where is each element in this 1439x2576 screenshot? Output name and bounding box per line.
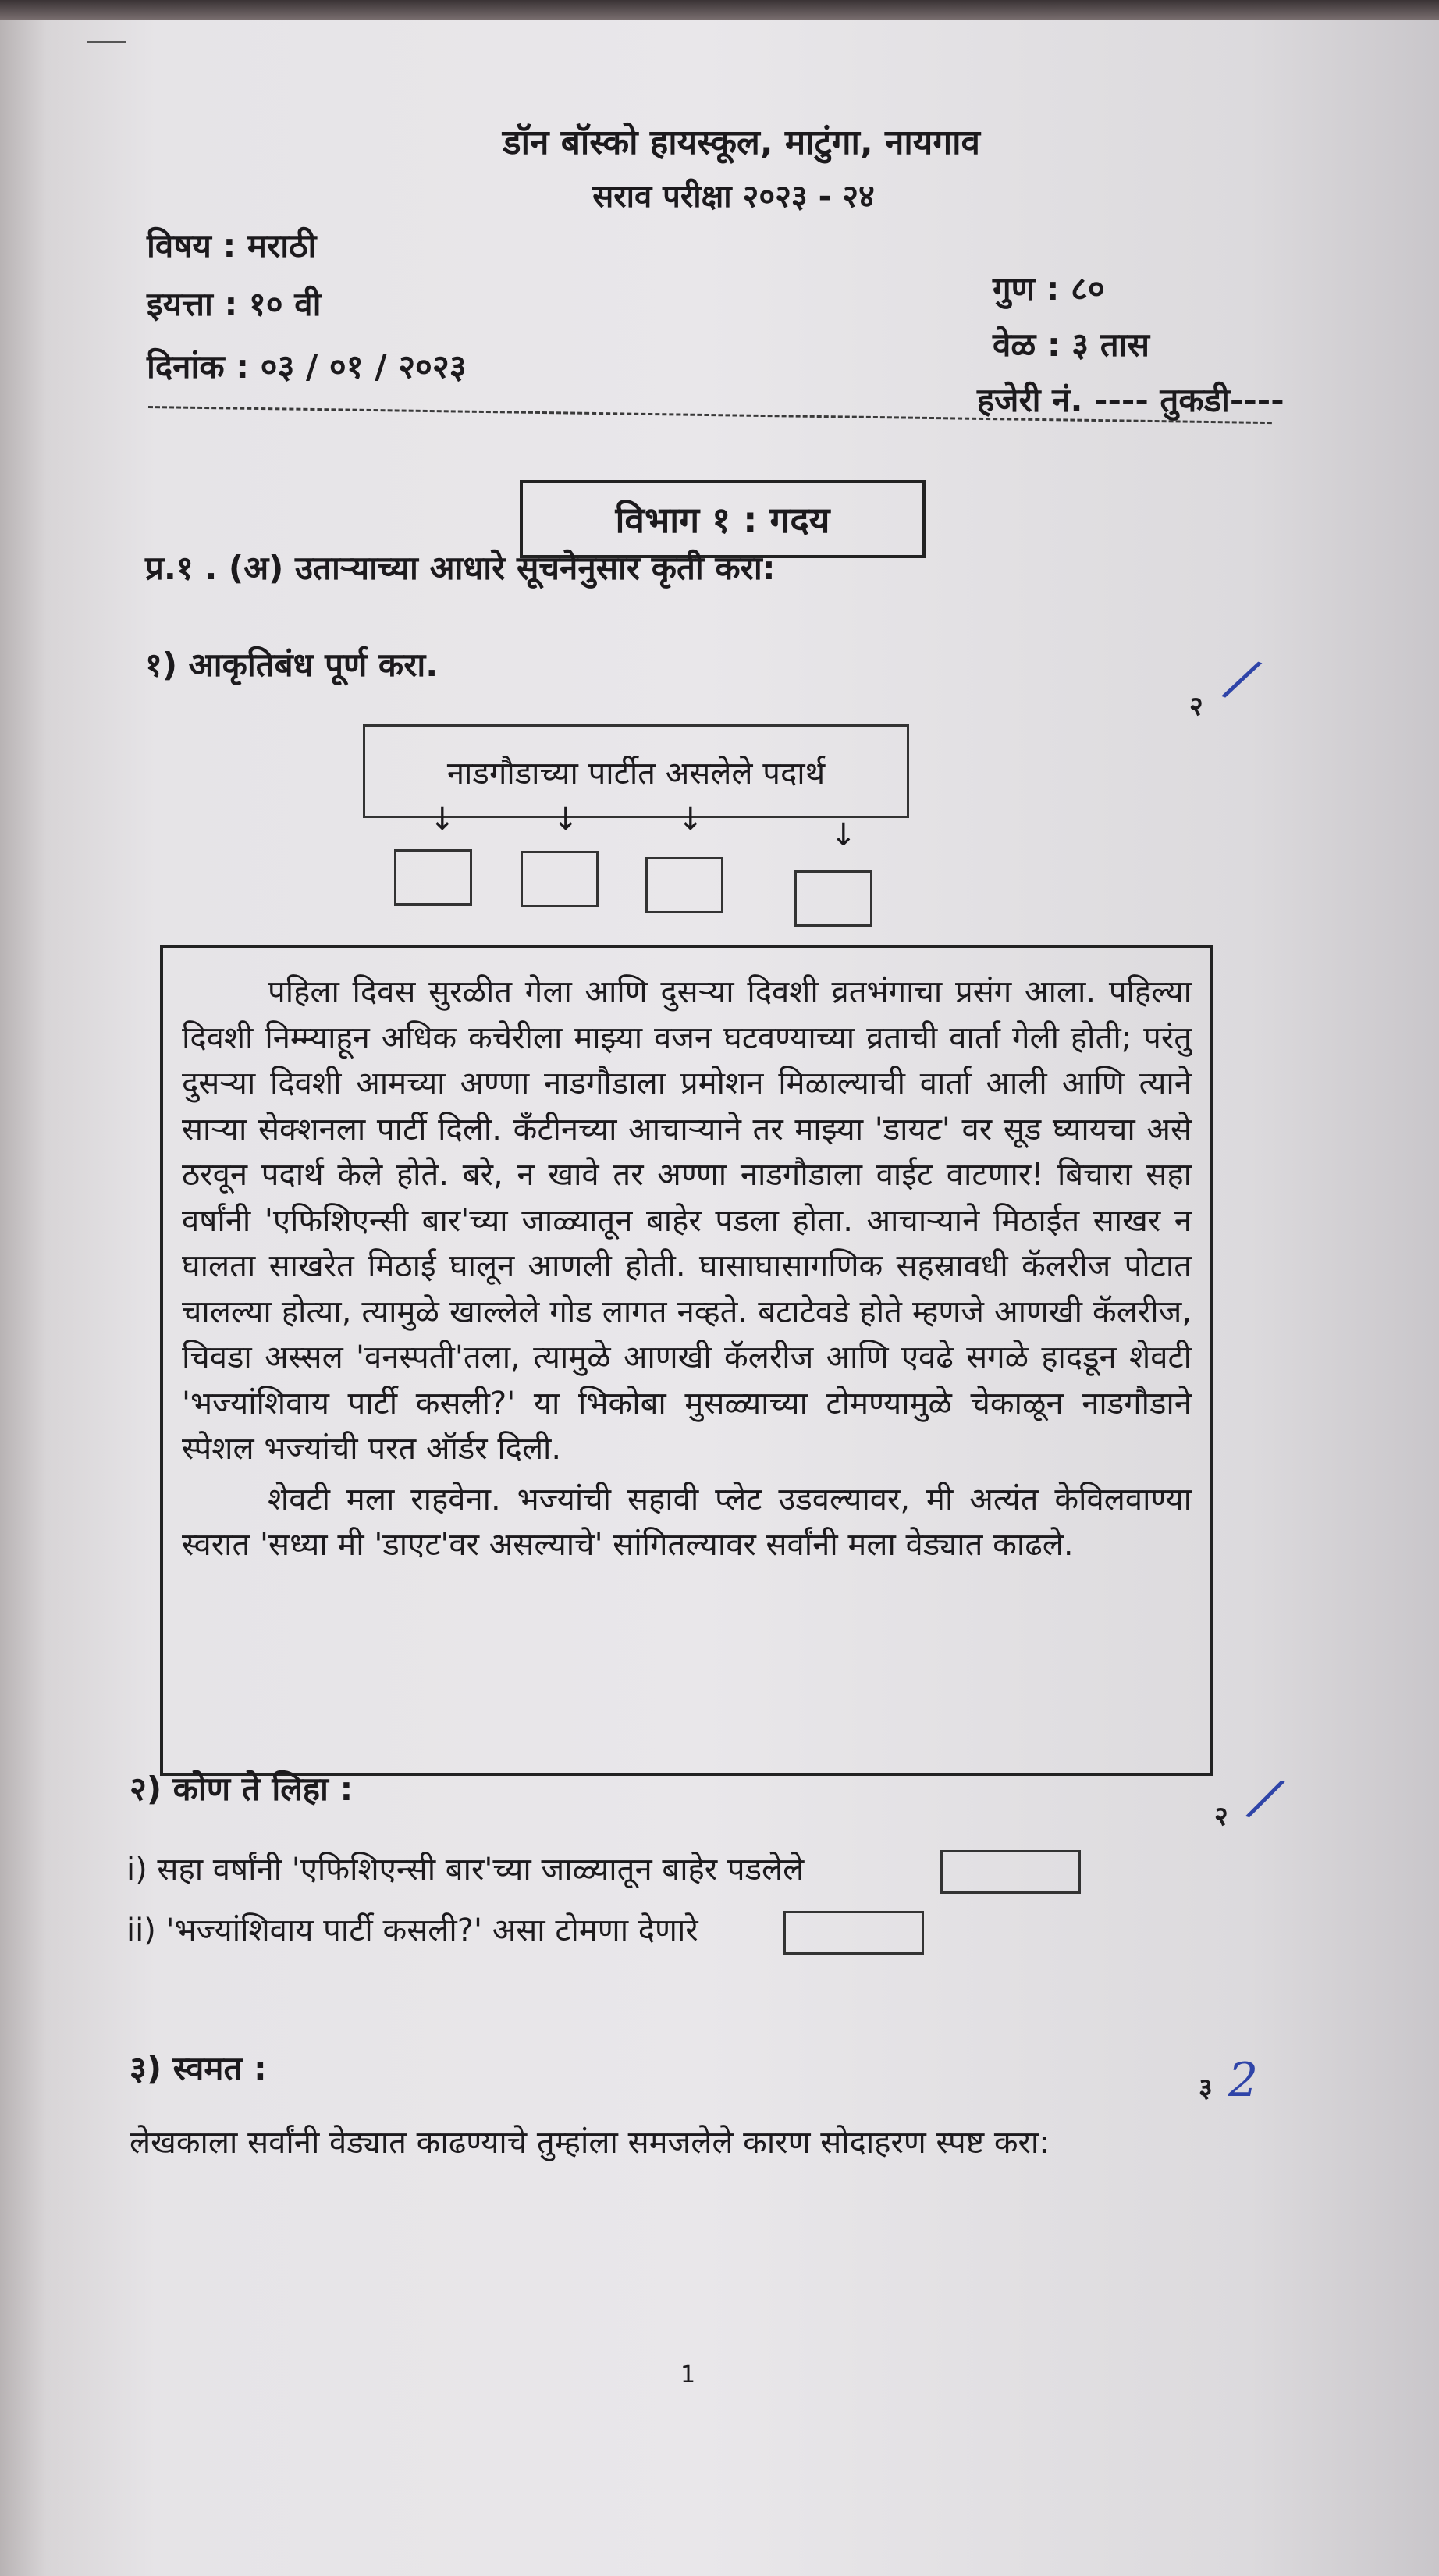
- total-marks: गुण : ८०: [993, 269, 1105, 308]
- task-2-item-1: i) सहा वर्षांनी 'एफिशिएन्सी बार'च्या जाळ्यातून बाहेर पडलेले: [126, 1852, 805, 1888]
- check-mark-1: /: [1222, 645, 1262, 712]
- passage-paragraph-2: शेवटी मला राहवेना. भज्यांची सहावी प्लेट उडवल्यावर, मी अत्यंत केविलवाण्या स्वरात 'सध्या मी 'डाएट'वर असल्याचे' सांगितल्यावर सर्वांनी मला वेड्यात काढले.: [182, 1481, 1192, 1563]
- question-1-heading: प्र.१ . (अ) उताऱ्याच्या आधारे सूचनेनुसार कृती करा:: [145, 549, 776, 587]
- answer-box-1[interactable]: [394, 849, 472, 906]
- section-title: विभाग १ : गदय: [520, 480, 926, 558]
- task-3-label: ३) स्वमत :: [130, 2049, 267, 2087]
- diagram-title-box: नाडगौडाच्या पार्टीत असलेले पदार्थ: [363, 724, 909, 818]
- passage-box: [160, 945, 1213, 1776]
- school-name: डॉन बॉस्को हायस्कूल, माटुंगा, नायगाव: [503, 123, 980, 162]
- grade: इयत्ता : १० वी: [147, 285, 322, 323]
- task-1-marks: २: [1189, 691, 1203, 722]
- task-2-label: २) कोण ते लिहा :: [130, 1770, 354, 1808]
- arrow-down-icon: ↓: [830, 817, 857, 853]
- subject: विषय : मराठी: [147, 226, 317, 265]
- answer-box-3[interactable]: [645, 857, 723, 913]
- answer-box-4[interactable]: [794, 870, 872, 927]
- task-3-question: लेखकाला सर्वांनी वेड्यात काढण्याचे तुम्हांला समजलेले कारण सोदाहरण स्पष्ट करा:: [130, 2125, 1050, 2161]
- check-mark-2: /: [1246, 1764, 1284, 1831]
- handwritten-score: 2: [1228, 2053, 1259, 2108]
- page-number: 1: [680, 2361, 696, 2389]
- exam-title: सराव परीक्षा २०२३ - २४: [592, 179, 875, 215]
- duration: वेळ : ३ तास: [993, 326, 1149, 364]
- task-2-marks: २: [1214, 1801, 1228, 1832]
- answer-field-2i[interactable]: [940, 1850, 1081, 1894]
- photo-top-edge: [0, 0, 1439, 20]
- arrow-down-icon: ↓: [553, 802, 579, 838]
- roll-number: हजेरी नं. ---- तुकडी----: [977, 381, 1284, 419]
- answer-field-2ii[interactable]: [783, 1911, 924, 1955]
- passage-paragraph-1: पहिला दिवस सुरळीत गेला आणि दुसऱ्या दिवशी व्रतभंगाचा प्रसंग आला. पहिल्या दिवशी निम्म्याहून अधिक कचेरीला माझ्या वजन घटवण्याच्या व्रताची वार्ता गेली होती; परंतु दुसऱ्या दिवशी आमच्या अण्णा नाडगौडाला प्रमोशन मिळाल्याची वार्ता आली आणि त्याने साऱ्या सेक्शनला पार्टी दिली. कँटीनच्या आचाऱ्याने तर माझ्या 'डायट' वर सूड घ्यायचा असे ठरवून पदार्थ केले होते. बरे, न खावे तर अण्णा नाडगौडाला वाईट वाटणार! बिचारा सहा वर्षांनी 'एफिशिएन्सी बार'च्या जाळ्यातून बाहेर पडला होता. आचाऱ्याने मिठाईत साखर न घालता साखरेत मिठाई घालून आणली होती. घासाघासागणिक सहस्रावधी कॅलरीज पोटात चालल्या होत्या, त्यामुळे खाल्लेले गोड लागत नव्हते. बटाटेवडे होते म्हणजे आणखी कॅलरीज, चिवडा अस्सल 'वनस्पती'तला, त्यामुळे आणखी कॅलरीज आणि एवढे सगळे हादडून शेवटी 'भज्यांशिवाय पार्टी कसली?' या भिकोबा मुसळ्याच्या टोमण्यामुळे चेकाळून नाडगौडाने स्पेशल भज्यांची परत ऑर्डर दिली.: [182, 974, 1192, 1467]
- arrow-down-icon: ↓: [429, 802, 456, 838]
- task-3-marks: ३: [1199, 2073, 1213, 2104]
- arrow-down-icon: ↓: [677, 802, 704, 838]
- margin-mark: [87, 41, 126, 43]
- answer-box-2[interactable]: [521, 851, 599, 907]
- exam-date: दिनांक : ०३ / ०१ / २०२३: [147, 347, 467, 386]
- task-2-item-2: ii) 'भज्यांशिवाय पार्टी कसली?' असा टोमणा देणारे: [126, 1912, 698, 1948]
- task-1-label: १) आकृतिबंध पूर्ण करा.: [145, 646, 439, 684]
